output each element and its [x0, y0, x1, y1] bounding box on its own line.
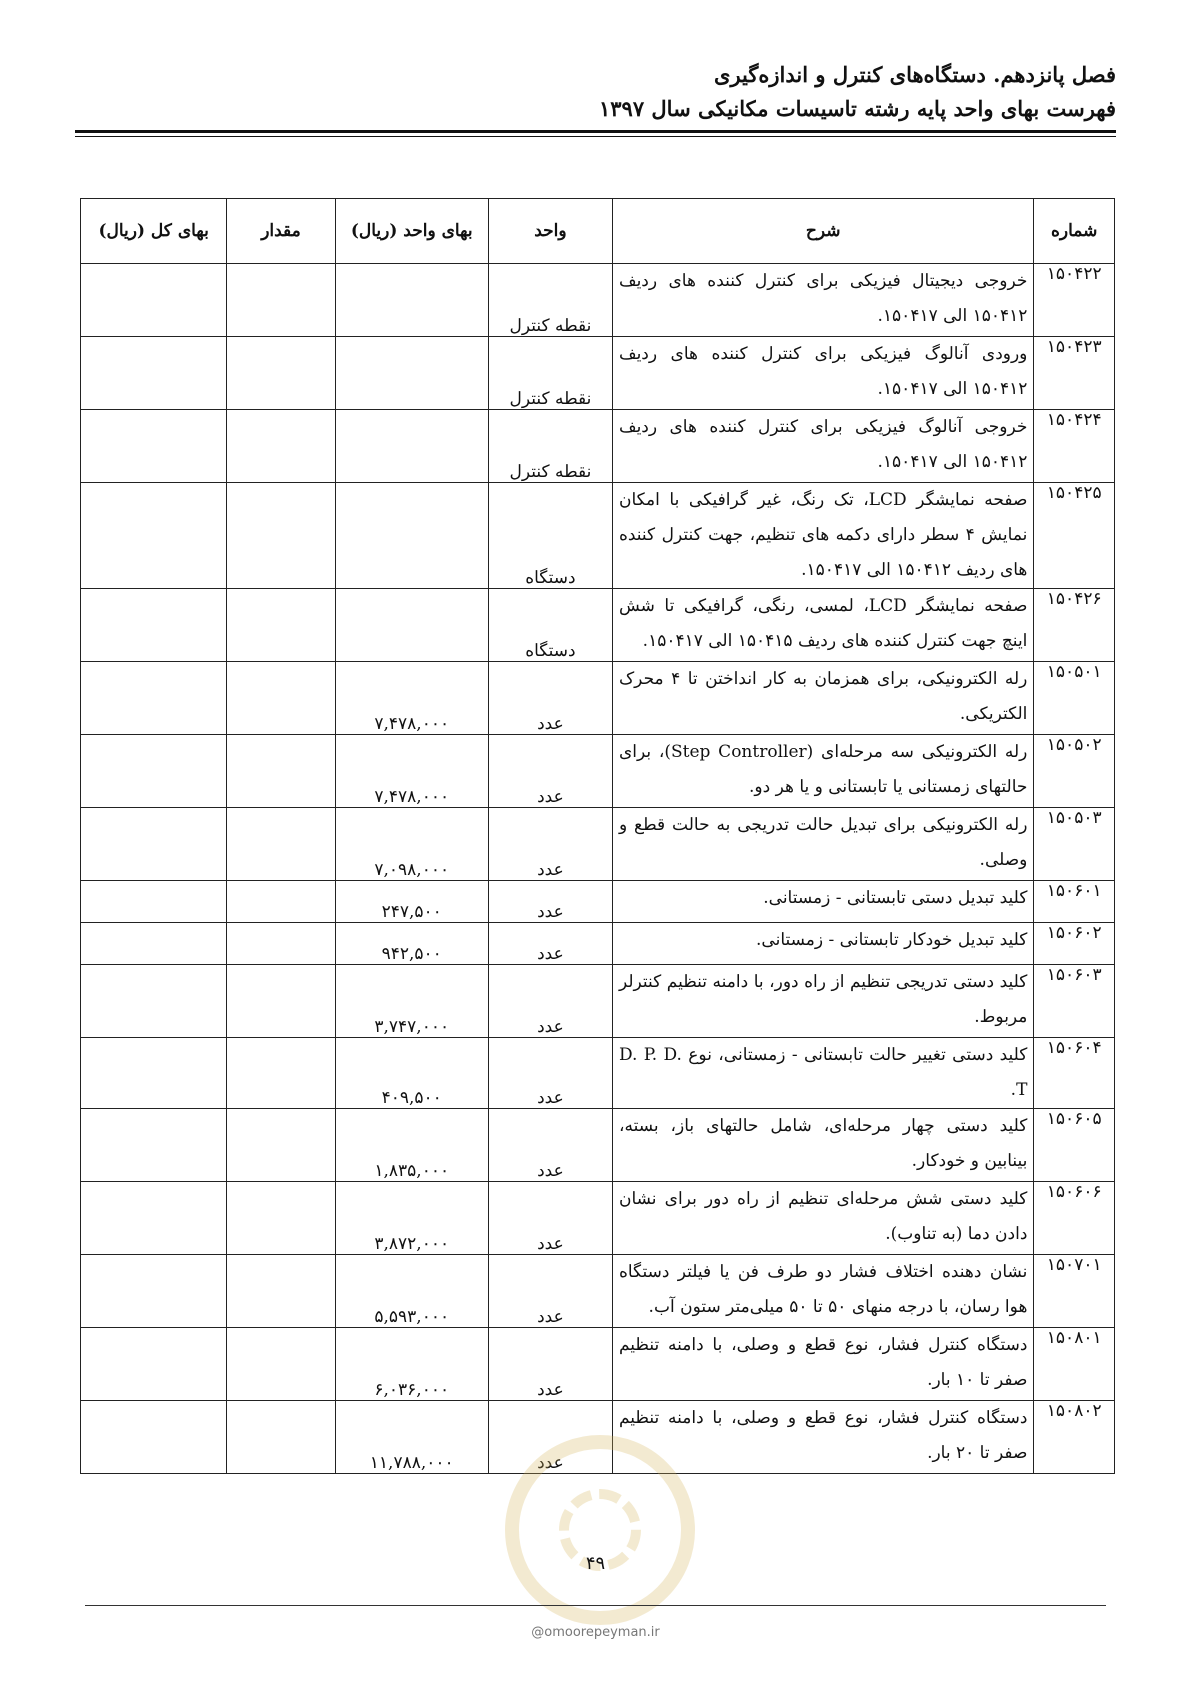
row-number: ۱۵۰۸۰۱: [1034, 1328, 1115, 1401]
row-description: خروجی دیجیتال فیزیکی برای کنترل کننده های ردیف ۱۵۰۴۱۲ الی ۱۵۰۴۱۷.: [612, 264, 1033, 337]
page-header: [599, 58, 1116, 126]
row-total-price: [81, 483, 227, 589]
row-unit: نقطه کنترل: [488, 264, 612, 337]
row-number: ۱۵۰۵۰۳: [1034, 808, 1115, 881]
row-unit: عدد: [488, 735, 612, 808]
row-total-price: [81, 965, 227, 1038]
row-quantity: [227, 1401, 335, 1474]
row-number: ۱۵۰۶۰۲: [1034, 923, 1115, 965]
row-total-price: [81, 1182, 227, 1255]
footer-rule: [85, 1605, 1106, 1606]
row-unit-price: [335, 589, 488, 662]
row-quantity: [227, 337, 335, 410]
row-unit-price: ۵,۵۹۳,۰۰۰: [335, 1255, 488, 1328]
table-row: [81, 881, 1115, 923]
row-total-price: [81, 881, 227, 923]
row-unit-price: ۳,۸۷۲,۰۰۰: [335, 1182, 488, 1255]
header-unit: واحد: [488, 199, 612, 264]
row-total-price: [81, 1328, 227, 1401]
row-quantity: [227, 483, 335, 589]
row-total-price: [81, 410, 227, 483]
row-unit-price: ۷,۴۷۸,۰۰۰: [335, 662, 488, 735]
price-table: [80, 198, 1115, 1474]
row-unit-price: ۴۰۹,۵۰۰: [335, 1038, 488, 1109]
row-quantity: [227, 1328, 335, 1401]
table-row: [81, 735, 1115, 808]
table-row: [81, 662, 1115, 735]
row-description: صفحه نمایشگر LCD، تک رنگ، غیر گرافیکی با امکان نمایش ۴ سطر دارای دکمه های تنظیم، جهت کنترل کننده های ردیف ۱۵۰۴۱۲ الی ۱۵۰۴۱۷.: [612, 483, 1033, 589]
row-unit-price: ۱,۸۳۵,۰۰۰: [335, 1109, 488, 1182]
row-unit-price: [335, 410, 488, 483]
table-row: [81, 264, 1115, 337]
table-row: [81, 1401, 1115, 1474]
row-total-price: [81, 1255, 227, 1328]
header-number: شماره: [1034, 199, 1115, 264]
row-quantity: [227, 662, 335, 735]
table-header-row: [81, 199, 1115, 264]
row-total-price: [81, 662, 227, 735]
row-number: ۱۵۰۶۰۱: [1034, 881, 1115, 923]
row-unit-price: ۶,۰۳۶,۰۰۰: [335, 1328, 488, 1401]
row-unit: دستگاه: [488, 589, 612, 662]
row-number: ۱۵۰۶۰۵: [1034, 1109, 1115, 1182]
row-total-price: [81, 264, 227, 337]
header-rule-thick: [75, 130, 1116, 133]
row-unit: عدد: [488, 1109, 612, 1182]
row-unit: عدد: [488, 1401, 612, 1474]
row-description: نشان دهنده اختلاف فشار دو طرف فن یا فیلتر دستگاه هوا رسان، با درجه منهای ۵۰ تا ۵۰ میلی‌متر ستون آب.: [612, 1255, 1033, 1328]
row-total-price: [81, 337, 227, 410]
table-row: [81, 965, 1115, 1038]
row-description: دستگاه کنترل فشار، نوع قطع و وصلی، با دامنه تنظیم صفر تا ۱۰ بار.: [612, 1328, 1033, 1401]
row-unit-price: [335, 337, 488, 410]
row-unit-price: ۳,۷۴۷,۰۰۰: [335, 965, 488, 1038]
row-number: ۱۵۰۶۰۶: [1034, 1182, 1115, 1255]
row-unit: عدد: [488, 808, 612, 881]
header-total-price: بهای کل (ریال): [81, 199, 227, 264]
row-description: کلید دستی تدریجی تنظیم از راه دور، با دامنه تنظیم کنترلر مربوط.: [612, 965, 1033, 1038]
row-number: ۱۵۰۶۰۳: [1034, 965, 1115, 1038]
row-description: صفحه نمایشگر LCD، لمسی، رنگی، گرافیکی تا شش اینچ جهت کنترل کننده های ردیف ۱۵۰۴۱۵ الی ۱۵۰۴۱۷.: [612, 589, 1033, 662]
header-unit-price: بهای واحد (ریال): [335, 199, 488, 264]
row-unit-price: [335, 483, 488, 589]
row-description: خروجی آنالوگ فیزیکی برای کنترل کننده های ردیف ۱۵۰۴۱۲ الی ۱۵۰۴۱۷.: [612, 410, 1033, 483]
row-number: ۱۵۰۴۲۳: [1034, 337, 1115, 410]
row-total-price: [81, 1109, 227, 1182]
table-row: [81, 483, 1115, 589]
row-unit: عدد: [488, 1328, 612, 1401]
row-total-price: [81, 735, 227, 808]
row-unit: نقطه کنترل: [488, 410, 612, 483]
row-quantity: [227, 808, 335, 881]
table-row: [81, 589, 1115, 662]
row-description: رله الکترونیکی، برای همزمان به کار انداختن تا ۴ محرک الکتریکی.: [612, 662, 1033, 735]
row-number: ۱۵۰۴۲۴: [1034, 410, 1115, 483]
row-quantity: [227, 735, 335, 808]
row-unit: عدد: [488, 923, 612, 965]
table-row: [81, 1109, 1115, 1182]
row-total-price: [81, 1038, 227, 1109]
table-row: [81, 808, 1115, 881]
row-quantity: [227, 1109, 335, 1182]
row-total-price: [81, 1401, 227, 1474]
row-total-price: [81, 808, 227, 881]
row-description: کلید تبدیل دستی تابستانی - زمستانی.: [612, 881, 1033, 923]
row-number: ۱۵۰۷۰۱: [1034, 1255, 1115, 1328]
row-number: ۱۵۰۶۰۴: [1034, 1038, 1115, 1109]
table-row: [81, 923, 1115, 965]
row-quantity: [227, 410, 335, 483]
row-number: ۱۵۰۴۲۵: [1034, 483, 1115, 589]
row-unit-price: ۷,۴۷۸,۰۰۰: [335, 735, 488, 808]
row-number: ۱۵۰۸۰۲: [1034, 1401, 1115, 1474]
header-description: شرح: [612, 199, 1033, 264]
page-number: ۴۹: [585, 1553, 606, 1574]
row-unit-price: [335, 264, 488, 337]
row-unit: عدد: [488, 1038, 612, 1109]
row-description: دستگاه کنترل فشار، نوع قطع و وصلی، با دامنه تنظیم صفر تا ۲۰ بار.: [612, 1401, 1033, 1474]
row-unit: عدد: [488, 1255, 612, 1328]
row-number: ۱۵۰۴۲۶: [1034, 589, 1115, 662]
table-row: [81, 1328, 1115, 1401]
row-quantity: [227, 1182, 335, 1255]
header-quantity: مقدار: [227, 199, 335, 264]
row-quantity: [227, 923, 335, 965]
row-quantity: [227, 965, 335, 1038]
row-number: ۱۵۰۵۰۲: [1034, 735, 1115, 808]
table-row: [81, 410, 1115, 483]
row-quantity: [227, 264, 335, 337]
row-quantity: [227, 589, 335, 662]
row-unit-price: ۷,۰۹۸,۰۰۰: [335, 808, 488, 881]
row-total-price: [81, 923, 227, 965]
table-row: [81, 1038, 1115, 1109]
row-number: ۱۵۰۵۰۱: [1034, 662, 1115, 735]
row-number: ۱۵۰۴۲۲: [1034, 264, 1115, 337]
row-unit: عدد: [488, 1182, 612, 1255]
row-description: کلید تبدیل خودکار تابستانی - زمستانی.: [612, 923, 1033, 965]
price-list-title: فهرست بهای واحد پایه رشته تاسیسات مکانیکی سال ۱۳۹۷: [598, 96, 1116, 121]
row-unit-price: ۱۱,۷۸۸,۰۰۰: [335, 1401, 488, 1474]
row-description: رله الکترونیکی برای تبدیل حالت تدریجی به حالت قطع و وصلی.: [612, 808, 1033, 881]
row-unit: عدد: [488, 965, 612, 1038]
row-description: رله الکترونیکی سه مرحله‌ای (Step Controller)، برای حالتهای زمستانی یا تابستانی و یا هر دو.: [612, 735, 1033, 808]
row-unit: دستگاه: [488, 483, 612, 589]
row-unit-price: ۹۴۲,۵۰۰: [335, 923, 488, 965]
row-description: ورودی آنالوگ فیزیکی برای کنترل کننده های ردیف ۱۵۰۴۱۲ الی ۱۵۰۴۱۷.: [612, 337, 1033, 410]
table-row: [81, 1255, 1115, 1328]
chapter-title: فصل پانزدهم. دستگاه‌های کنترل و اندازه‌گیری: [714, 62, 1116, 87]
header-rule-thin: [75, 136, 1116, 137]
row-quantity: [227, 1038, 335, 1109]
row-description: کلید دستی تغییر حالت تابستانی - زمستانی، نوع D. P. D. T.: [612, 1038, 1033, 1109]
table-row: [81, 1182, 1115, 1255]
row-total-price: [81, 589, 227, 662]
row-unit: عدد: [488, 881, 612, 923]
row-quantity: [227, 881, 335, 923]
row-description: کلید دستی شش مرحله‌ای تنظیم از راه دور برای نشان دادن دما (به تناوب).: [612, 1182, 1033, 1255]
website-watermark: @omoorepeyman.ir: [531, 1625, 660, 1640]
table-row: [81, 337, 1115, 410]
row-quantity: [227, 1255, 335, 1328]
row-description: کلید دستی چهار مرحله‌ای، شامل حالتهای باز، بسته، بینابین و خودکار.: [612, 1109, 1033, 1182]
row-unit: نقطه کنترل: [488, 337, 612, 410]
row-unit: عدد: [488, 662, 612, 735]
row-unit-price: ۲۴۷,۵۰۰: [335, 881, 488, 923]
